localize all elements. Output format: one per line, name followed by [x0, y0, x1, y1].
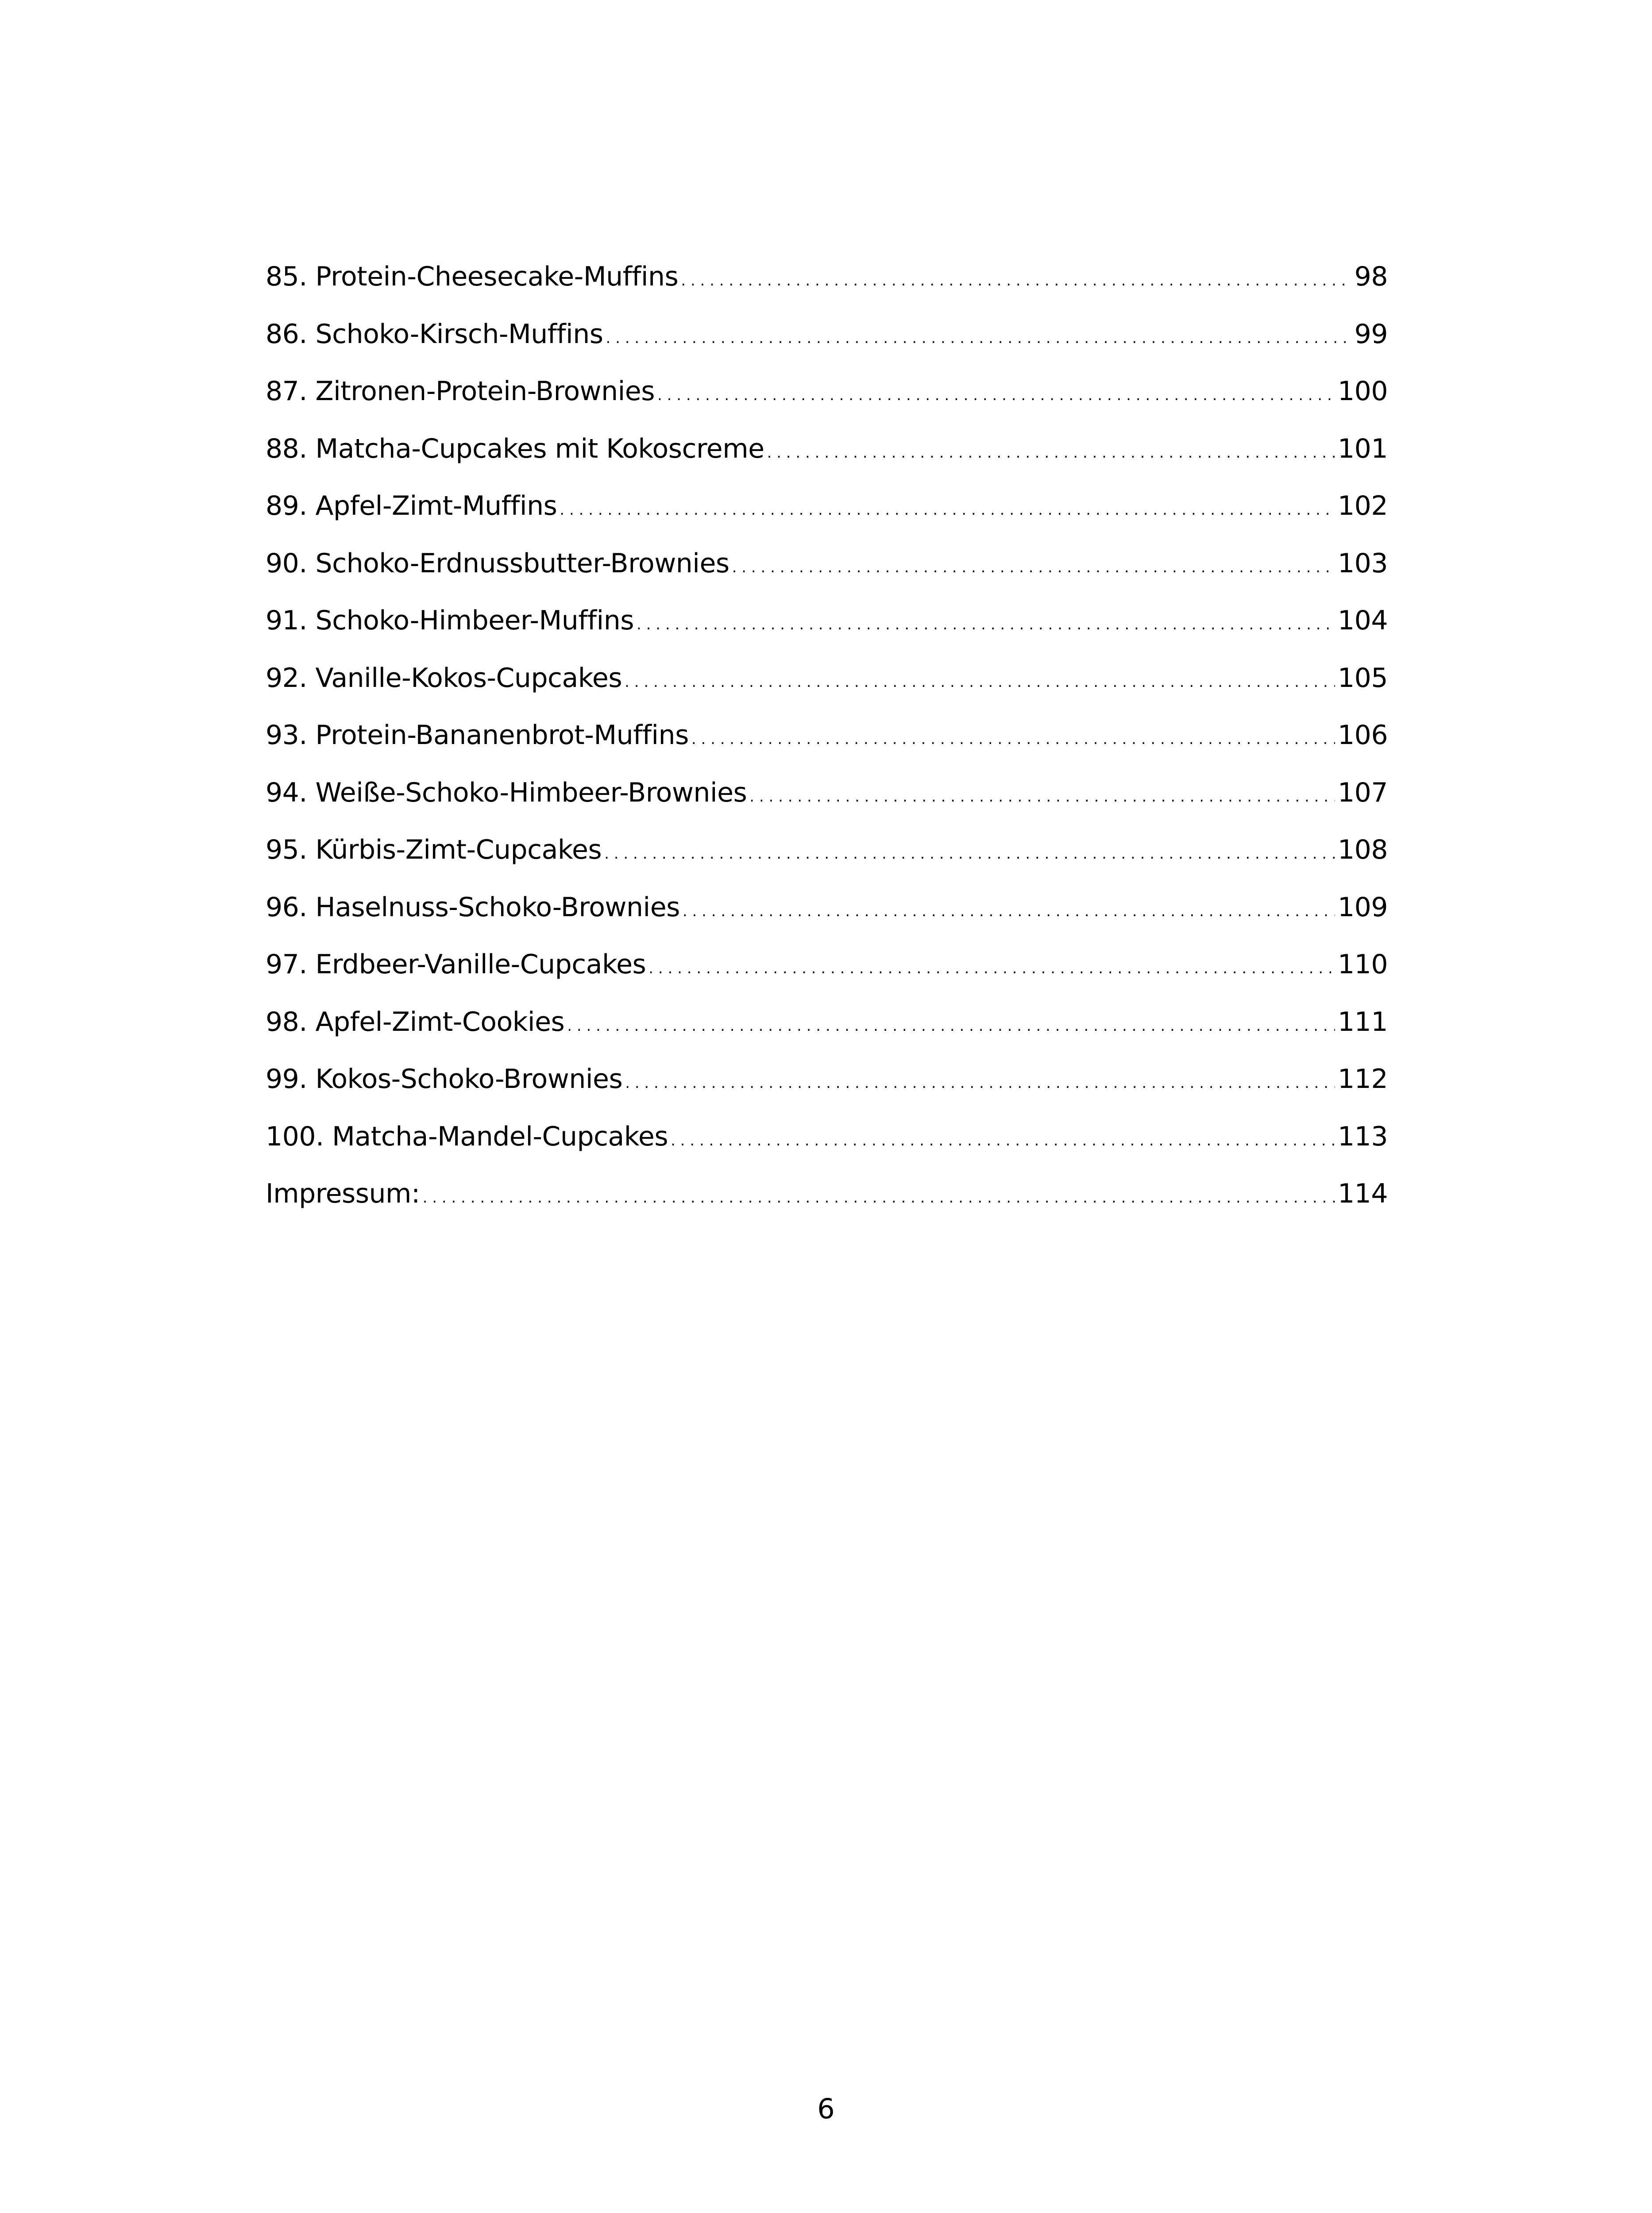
toc-entry-page: 98	[1354, 261, 1388, 292]
toc-entry-page: 111	[1337, 1006, 1388, 1037]
toc-entry[interactable]	[266, 949, 1388, 1006]
toc-entry-title: 99. Kokos-Schoko-Brownies	[266, 1064, 623, 1095]
toc-entry[interactable]	[266, 605, 1388, 663]
toc-entry-page: 101	[1337, 433, 1388, 464]
toc-entry-page: 104	[1337, 605, 1388, 636]
toc-dot-leader	[625, 1068, 1335, 1099]
toc-dot-leader	[648, 953, 1335, 984]
toc-entry[interactable]	[266, 1064, 1388, 1121]
toc-dot-leader	[681, 265, 1351, 296]
toc-entry[interactable]	[266, 777, 1388, 835]
toc-entry-title: 89. Apfel-Zimt-Muffins	[266, 490, 557, 521]
toc-entry-title: 85. Protein-Cheesecake-Muffins	[266, 261, 679, 292]
toc-dot-leader	[567, 1010, 1335, 1041]
toc-entry-page: 107	[1337, 777, 1388, 808]
toc-entry-page: 105	[1337, 662, 1388, 694]
table-of-contents	[266, 261, 1388, 1236]
toc-entry[interactable]	[266, 490, 1388, 548]
toc-entry[interactable]	[266, 376, 1388, 433]
toc-entry[interactable]	[266, 834, 1388, 892]
toc-dot-leader	[604, 838, 1335, 869]
toc-entry-title: 86. Schoko-Kirsch-Muffins	[266, 318, 603, 350]
toc-entry-page: 110	[1337, 949, 1388, 980]
toc-dot-leader	[749, 781, 1335, 812]
toc-entry[interactable]	[266, 261, 1388, 319]
toc-entry-title: Impressum:	[266, 1178, 420, 1209]
toc-entry-title: 93. Protein-Bananenbrot-Muffins	[266, 720, 689, 751]
toc-entry-page: 102	[1337, 490, 1388, 521]
toc-entry-title: 94. Weiße-Schoko-Himbeer-Brownies	[266, 777, 747, 808]
toc-entry-title: 95. Kürbis-Zimt-Cupcakes	[266, 834, 602, 865]
toc-entry-page: 114	[1337, 1178, 1388, 1209]
toc-entry-page: 99	[1354, 318, 1388, 350]
toc-entry-impressum[interactable]	[266, 1178, 1388, 1236]
toc-dot-leader	[732, 552, 1335, 583]
toc-dot-leader	[671, 1125, 1335, 1156]
toc-entry-title: 91. Schoko-Himbeer-Muffins	[266, 605, 634, 636]
toc-entry-page: 108	[1337, 834, 1388, 865]
toc-entry[interactable]	[266, 720, 1388, 777]
toc-dot-leader	[625, 667, 1335, 698]
toc-entry[interactable]	[266, 892, 1388, 949]
toc-entry[interactable]	[266, 1006, 1388, 1064]
toc-entry[interactable]	[266, 548, 1388, 605]
toc-entry-title: 98. Apfel-Zimt-Cookies	[266, 1006, 565, 1037]
toc-dot-leader	[767, 437, 1335, 468]
toc-dot-leader	[606, 323, 1352, 354]
toc-entry-page: 112	[1337, 1064, 1388, 1095]
toc-entry-title: 97. Erdbeer-Vanille-Cupcakes	[266, 949, 646, 980]
toc-entry-title: 92. Vanille-Kokos-Cupcakes	[266, 662, 622, 694]
toc-dot-leader	[691, 724, 1335, 755]
toc-entry-page: 106	[1337, 720, 1388, 751]
toc-entry-title: 90. Schoko-Erdnussbutter-Brownies	[266, 547, 730, 579]
page-number: 6	[817, 2093, 835, 2125]
toc-entry[interactable]	[266, 319, 1388, 376]
toc-entry-title: 88. Matcha-Cupcakes mit Kokoscreme	[266, 433, 764, 464]
toc-entry-page: 103	[1337, 547, 1388, 579]
toc-dot-leader	[637, 609, 1335, 640]
toc-dot-leader	[683, 896, 1335, 927]
toc-entry[interactable]	[266, 433, 1388, 491]
toc-dot-leader	[657, 380, 1335, 411]
toc-entry-page: 100	[1337, 376, 1388, 407]
toc-entry-page: 109	[1337, 891, 1388, 923]
toc-entry[interactable]	[266, 663, 1388, 720]
toc-dot-leader	[560, 494, 1335, 525]
toc-entry-title: 100. Matcha-Mandel-Cupcakes	[266, 1121, 668, 1152]
toc-entry-page: 113	[1337, 1121, 1388, 1152]
toc-entry-title: 87. Zitronen-Protein-Brownies	[266, 376, 655, 407]
toc-entry[interactable]	[266, 1121, 1388, 1179]
toc-dot-leader	[423, 1182, 1335, 1213]
toc-entry-title: 96. Haselnuss-Schoko-Brownies	[266, 891, 680, 923]
